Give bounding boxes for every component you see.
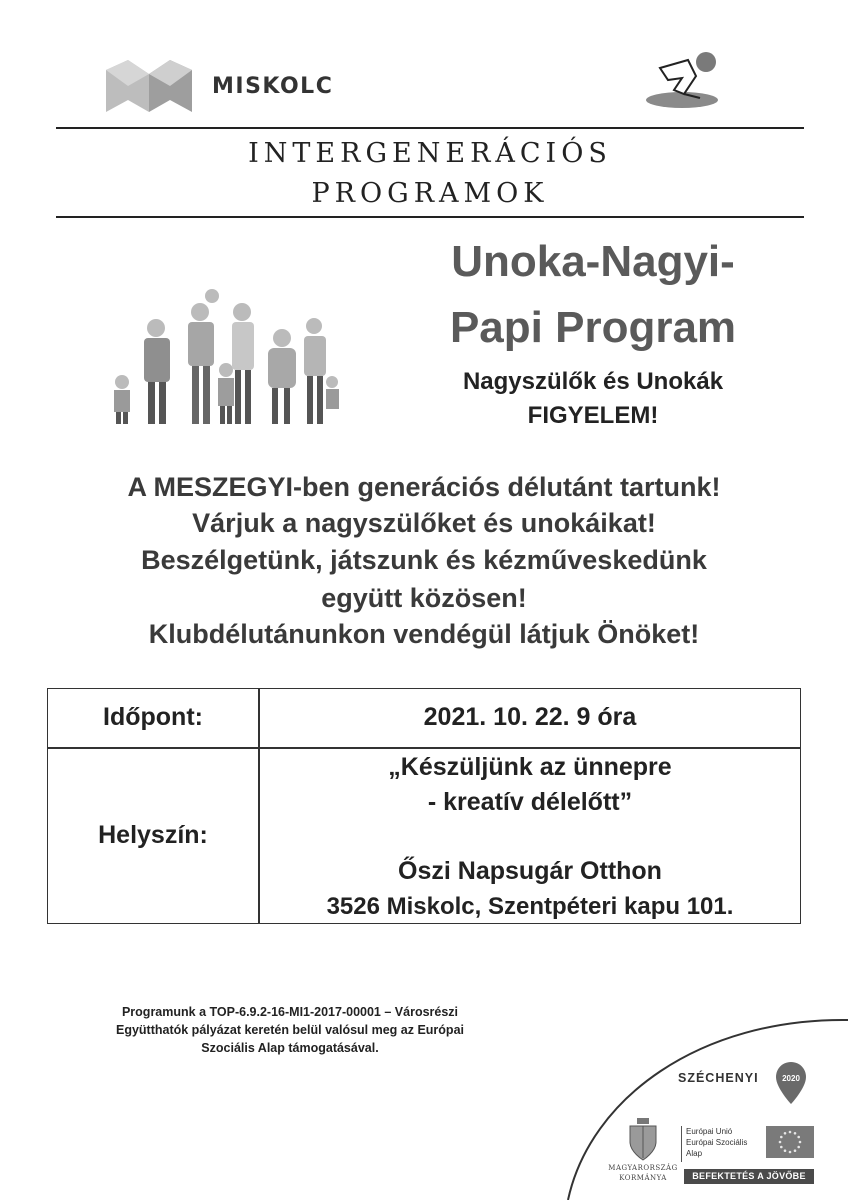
funding-line: Szociális Alap támogatásával. [201,1041,379,1055]
header-rule-bottom [56,216,804,218]
place-label: Helyszín: [98,821,208,849]
time-label: Időpont: [103,703,203,731]
hungarian-crest-icon [626,1118,660,1162]
program-heading-line2: PROGRAMOK [311,178,549,209]
funding-line: Együtthatók pályázat keretén belül valósul meg az Európai [115,1023,464,1037]
program-title-line1: Unoka-Nagyi- [451,237,735,286]
program-heading-line1: INTERGENERÁCIÓS [248,138,612,169]
place-value-line: 3526 Miskolc, Szentpéteri kapu 101. [326,893,734,920]
body-line: Klubdélutánunkon vendégül látjuk Önöket! [148,619,700,649]
szechenyi-year: 2020 [782,1074,800,1083]
figure-logo-icon [638,46,726,112]
funding-line: Programunk a TOP-6.9.2-16-MI1-2017-00001 – Városrészi [121,1005,459,1019]
logo-text: MISKOLC [212,74,334,99]
place-value-line: - kreatív délelőtt” [427,788,633,816]
time-value: 2021. 10. 22. 9 óra [423,703,637,731]
header-rule-top [56,127,804,129]
eu-flag-icon [766,1126,814,1158]
szechenyi-2020-pin-icon [774,1060,808,1106]
investment-banner: BEFEKTETÉS A JÖVŐBE [684,1169,814,1184]
event-info-table [47,688,801,924]
szechenyi-logo-text: SZÉCHENYI [678,1071,759,1085]
place-value-line: Őszi Napsugár Otthon [398,857,662,885]
table-divider-horizontal [48,747,800,749]
family-illustration-icon [104,282,344,432]
program-title-line2: Papi Program [449,303,737,352]
government-text-line1: MAGYARORSZÁG [608,1164,678,1172]
eu-divider [681,1126,682,1162]
government-text-line2: KORMÁNYA [619,1174,667,1182]
body-line: együtt közösen! [321,583,527,613]
miskolc-logo-icon [106,60,192,112]
body-line: A MESZEGYI-ben generációs délutánt tartunk! [127,472,721,502]
body-line: Várjuk a nagyszülőket és unokáikat! [192,508,656,538]
program-subtitle-line2: FIGYELEM! [527,402,659,429]
eu-text-line: Európai Szociális [686,1138,748,1147]
eu-text-line: Alap [686,1149,703,1158]
eu-text-line: Európai Unió [686,1127,733,1136]
program-subtitle-line1: Nagyszülők és Unokák [462,368,724,395]
body-line: Beszélgetünk, játszunk és kézműveskedünk [141,545,707,575]
place-value-line: „Készüljünk az ünnepre [388,753,672,781]
